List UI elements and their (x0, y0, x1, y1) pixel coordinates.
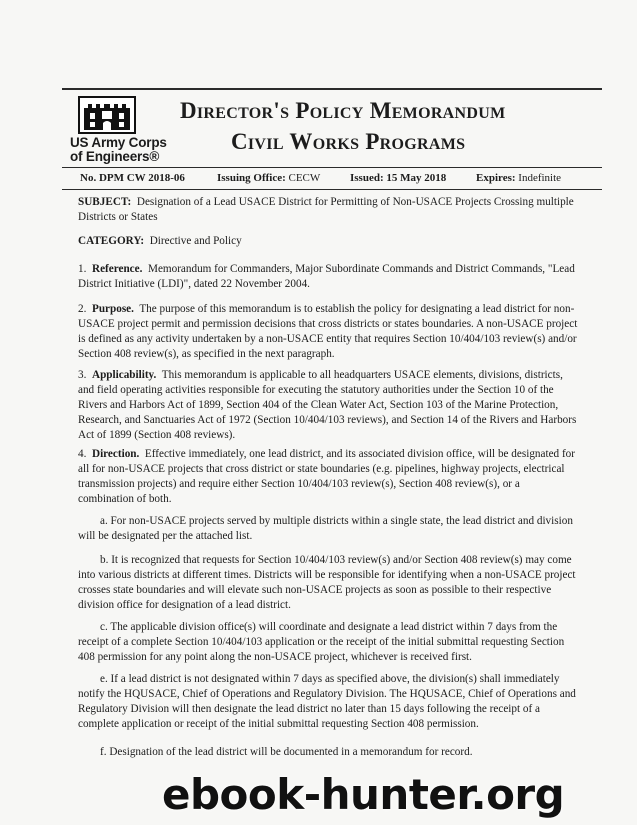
section-reference (78, 262, 578, 292)
subitem-f: f. Designation of the lead district will be documented in a memorandum for record. (100, 746, 473, 758)
memo-number: No. DPM CW 2018-06 (80, 172, 185, 184)
issued-date (350, 172, 446, 184)
section-text: The purpose of this memorandum is to establish the policy for designating a lead district for non-USACE project permit and permission decisions that cross districts or states boundaries. A non-USACE project is defined as any activity undertaken by a non-USACE entity that requires Section 10/404/103 review(s) and/or Section 408 review(s), as specified in the next paragraph. (78, 303, 578, 360)
memo-title: Director's Policy Memorandum (180, 98, 506, 123)
memo-meta-bar (62, 167, 602, 190)
org-name-line1: US Army Corps (70, 135, 167, 150)
section-applicability (78, 368, 578, 443)
category-text: Directive and Policy (149, 235, 242, 247)
subitem-b: b. It is recognized that requests for Section 10/404/103 review(s) and/or Section 408 review(s) may come into various districts at different times. Districts will be responsible for identifying when a non-USACE project crosses state boundaries and will elevate such non-USACE projects as soon as possible to their respective division office for designation of a lead district. (78, 554, 576, 611)
issuing-office-label: Issuing Office: (217, 172, 286, 184)
castle-logo-icon (78, 96, 136, 134)
org-name-line2: of Engineers® (70, 149, 160, 164)
category-paragraph (78, 234, 578, 249)
section-heading: Reference. (91, 263, 143, 275)
section-heading: Purpose. (91, 303, 134, 315)
section-text: Effective immediately, one lead district, and its associated division office, will be designated for all for non-USACE projects that cross district or state boundaries (e.g. pipelines, highway projects, electrical transmission projects) and require either Section 10/404/103 review(s), Section 408 review(s), or a combination of both. (78, 448, 575, 505)
issued-label: Issued: (350, 172, 384, 184)
section-number: 2. (78, 303, 87, 315)
section-text: This memorandum is applicable to all headquarters USACE elements, divisions, districts, and field operating activities responsible for executing the statutory authorities under the Section 10 of the Rivers and Harbors Act of 1899, Section 404 of the Clean Water Act, Section 103 of the Marine Protection, Research, and Sanctuaries Act of 1972 (Section 10/404/103 reviews), and Section 14 of the Rivers and Harbors Act of 1899 (Section 408 reviews). (78, 369, 577, 441)
memo-subtitle: Civil Works Programs (231, 129, 466, 154)
section-text: Memorandum for Commanders, Major Subordinate Commands and District Commands, "Lead District Initiative (LDI)", dated 22 November 2004. (78, 263, 575, 290)
expires (476, 172, 561, 184)
section-heading: Direction. (91, 448, 140, 460)
expires-label: Expires: (476, 172, 516, 184)
issuing-office-value: CECW (288, 172, 321, 184)
subject-label: SUBJECT: (78, 196, 132, 208)
category-label: CATEGORY: (78, 235, 145, 247)
section-heading: Applicability. (91, 369, 157, 381)
subject-text: Designation of a Lead USACE District for Permitting of Non-USACE Projects Crossing multiple Districts or States (78, 196, 574, 223)
subitem-a: a. For non-USACE projects served by multiple districts within a single state, the lead district and division will be designated per the attached list. (78, 515, 573, 542)
expires-value: Indefinite (518, 172, 562, 184)
issuing-office (217, 172, 320, 184)
section-number: 3. (78, 369, 87, 381)
section-direction (78, 447, 578, 507)
subject-paragraph (78, 195, 578, 225)
section-number: 1. (78, 263, 87, 275)
section-purpose (78, 302, 578, 362)
header-top-rule (62, 88, 602, 90)
subitem-c: c. The applicable division office(s) will coordinate and designate a lead district within 7 days from the receipt of a complete Section 10/404/103 application or the receipt of the initial submittal requesting Section 408 permission for any point along the non-USACE project, whichever is received first. (78, 621, 565, 663)
section-number: 4. (78, 448, 87, 460)
watermark-text: ebook-hunter.org (162, 770, 565, 819)
subitem-e: e. If a lead district is not designated within 7 days as specified above, the division(s) shall immediately notify the HQUSACE, Chief of Operations and Regulatory Division. The HQUSACE, Chief of Operations and Regulatory Division will then designate the lead district no later than 15 days following the receipt of a complete application or receipt of the initial submittal requesting Section 408 permission. (78, 673, 576, 730)
issued-value: 15 May 2018 (386, 172, 447, 184)
